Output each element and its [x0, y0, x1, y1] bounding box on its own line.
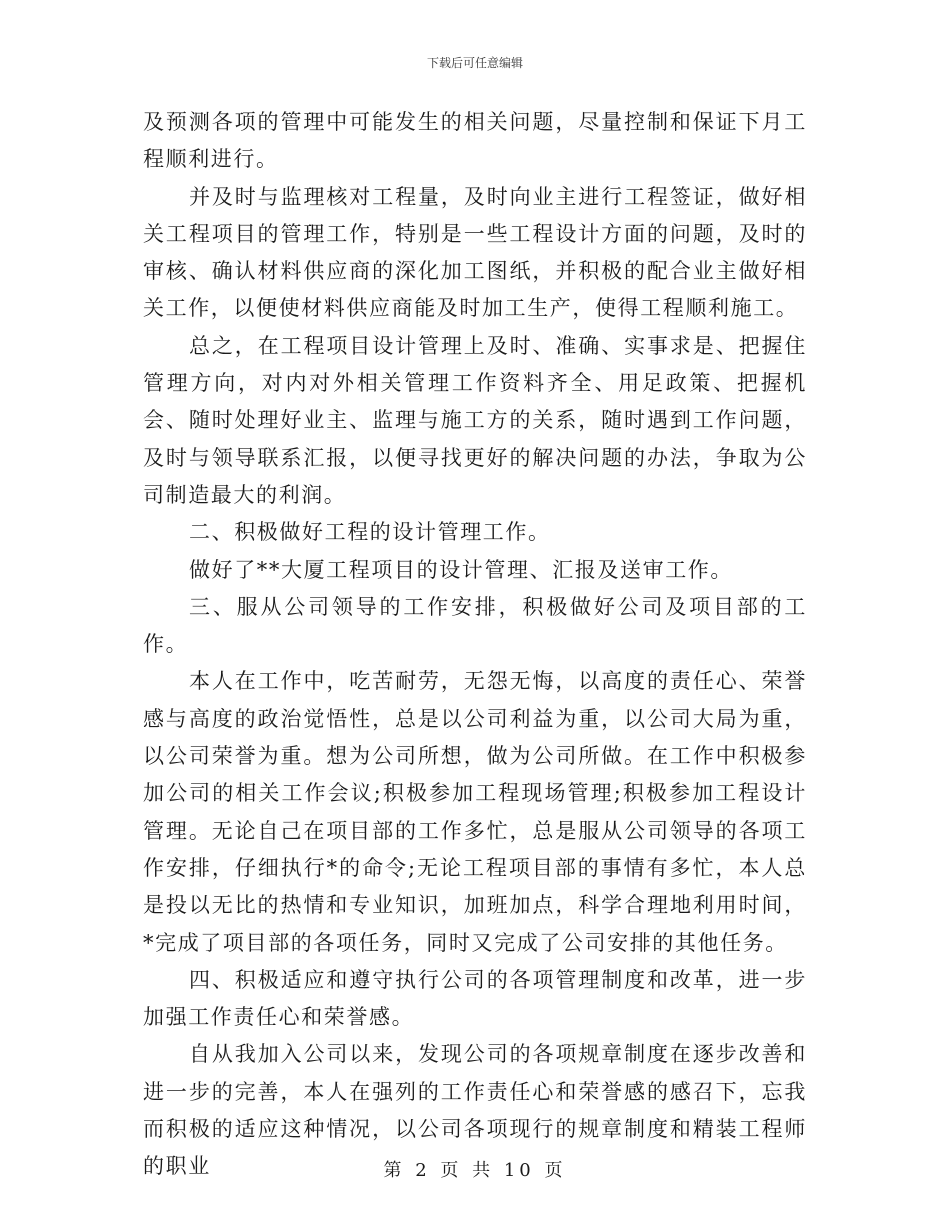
paragraph-adaptation: 自从我加入公司以来，发现公司的各项规章制度在逐步改善和进一步的完善，本人在强列的工作责任心和荣誉感的感召下，忘我而积极的适应这种情况，以公司各项现行的规章制度和精装工程师的职业 — [143, 1042, 807, 1179]
paragraph-personal-work: 本人在工作中，吃苦耐劳，无怨无悔，以高度的责任心、荣誉感与高度的政治觉悟性，总是以公司利益为重，以公司大局为重，以公司荣誉为重。想为公司所想，做为公司所做。在工作中积极参加公司的相关工作会议;积极参加工程现场管理;积极参加工程设计管理。无论自己在项目部的工作多忙，总是服从公司领导的各项工作安排，仔细执行*的命令;无论工程项目部的事情有多忙，本人总是投以无比的热情和专业知识，加班加点，科学合理地利用时间，*完成了项目部的各项任务，同时又完成了公司安排的其他任务。 — [143, 669, 807, 955]
paragraph-continuation: 及预测各项的管理中可能发生的相关问题，尽量控制和保证下月工程顺利进行。 — [143, 110, 807, 172]
section-heading-2: 二、积极做好工程的设计管理工作。 — [189, 520, 551, 545]
paragraph-summary: 总之，在工程项目设计管理上及时、准确、实事求是、把握住管理方向，对内对外相关管理工作资料齐全、用足政策、把握机会、随时处理好业主、监理与施工方的关系，随时遇到工作问题，及时与领导联系汇报，以便寻找更好的解决问题的办法，争取为公司制造最大的利润。 — [143, 333, 807, 507]
page-number: 第 2 页 共 10 页 — [383, 1160, 567, 1181]
section-heading-3: 三、服从公司领导的工作安排，积极做好公司及项目部的工作。 — [143, 594, 807, 657]
document-body — [143, 104, 807, 1186]
section-heading-4: 四、积极适应和遵守执行公司的各项管理制度和改革，进一步加强工作责任心和荣誉感。 — [143, 967, 807, 1030]
paragraph-supervision: 并及时与监理核对工程量，及时向业主进行工程签证，做好相关工程项目的管理工作，特别是一些工程设计方面的问题，及时的审核、确认材料供应商的深化加工图纸，并积极的配合业主做好相关工作，以便使材料供应商能及时加工生产，使得工程顺利施工。 — [143, 184, 807, 321]
paragraph-design-work: 做好了**大厦工程项目的设计管理、汇报及送审工作。 — [189, 557, 733, 582]
page-header-note: 下载后可任意编辑 — [426, 56, 523, 70]
